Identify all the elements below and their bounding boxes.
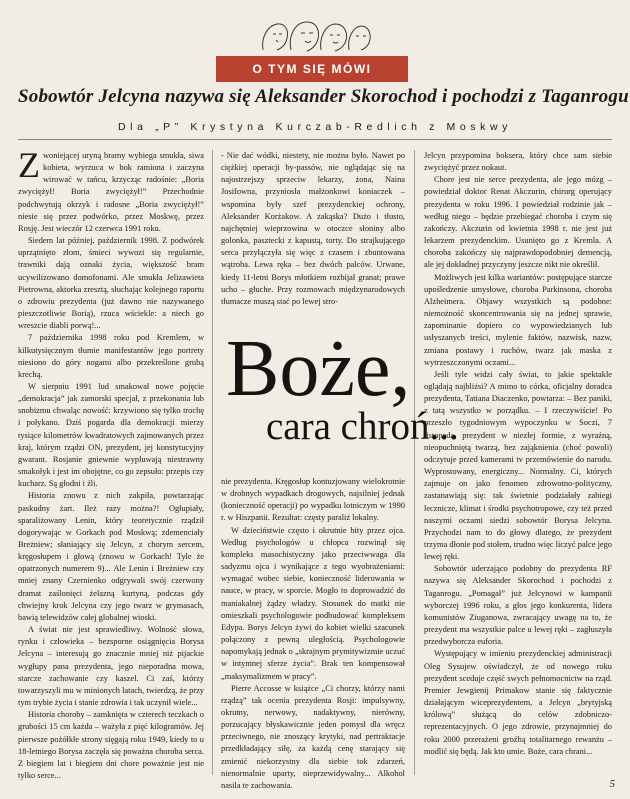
article-paragraph: - Nie dać wódki, niestety, nie można było. Nawet po ciężkiej operacji by-passów, nie oglądając się na najostrzejszy sprzeciw lekarzy, żona, Naina Josifowna, przyniosła małżonkowi koniaczek – wspomina były szef prezydenckiej ochrony, Aleksander Korżakow. A zakąska? Dużo i tłusto, najchętniej wieprzowina w otoczce słoniny albo golonka, pasztecki z kapustą, torty. Do strajkującego serca przyłączyła się więc z czasem i zbuntowana wątroba. Lewa ręka – bez dwóch palców. Urwane, kiedy 11-letni Borys młotkiem rozbijał granat; prawe ucho – głuche. Przy rozmowach międzynarodowych tłumacze muszą stać po lewej stro- bbox=[221, 151, 405, 306]
article-paragraph: Jelcyn przypomina boksera, który chce sam siebie zwyciężyć przez nokaut. bbox=[424, 151, 612, 173]
article-paragraph: Chore jest nie serce prezydenta, ale jego mózg – powiedział doktor Renat Akczurin, chirurg operujący prezydenta w roku 1996. I powiedział rodzinie jak – według niego – będzie przebiegać choroba i czym się zakończy. Akczurin od kwietnia 1998 r. nie jest już lekarzem prezydenckim. Usunięto go z Kremla. A choroba zakończy się najprawdopodobniej demencją, ale jej dokładnej przyczyny jeszcze nikt nie określił. bbox=[424, 175, 612, 270]
headline: Sobowtór Jelcyna nazywa się Aleksander Skorochod i pochodzi z Taganrogu bbox=[18, 86, 629, 107]
article-paragraph: W dzieciństwie często i okrutnie bity przez ojca. Według psychologów u chłopca rozwinął się kompleks masochistyczny jako przeciwwaga dla sadyzmu ojca i wynikające z tego wyobrażeniami: wymagać wobec siebie, konieczność liderowania w nauce, w pracy, w sporcie. Mogło to doprowadzić do maniakalnej żądzy władzy. Stosunek do matki nie omieszkali psychologowie podbudować kompleksem Edypa. Borys Jelcyn żywi do kobiet wielki szacunek połączony z pewną uległością. Psychologowie napomykają jednak o „skrajnym prymitywizmie uczuć w intymnej sferze życia”. Brak ten kompensował „maksymalizmem w pracy”. bbox=[221, 525, 405, 681]
column-divider bbox=[414, 150, 415, 775]
article-paragraph: Siedem lat później, październik 1998. Z podwórek uprzątnięto złom, śmieci wywozi się regularnie, trawniki dają oznaki życia, większość bram ucywilizowano domofonami. Ale smukła Jelizawieta Pietrowna, aktorka zresztą, słuchając kolejnego raportu o zdrowiu prezydenta (już dawno nie nazywanego pieszczotliwie Borią), rzuca wściekle: a niech go wreszcie diabli porwą!... bbox=[18, 236, 204, 331]
display-subtitle: cara chroń... bbox=[266, 405, 459, 448]
article-paragraph: Historia znowu z nich zakpiła, powtarzając paskudny żart. Ileż razy można?! Ogłupiały, sparaliżowany Lenin, który teoretycznie rządził dogorywając w Gorkach pod Moskwą; zdemenciały Breżniew; słaniający się Jelcyn, z chorym sercem, kręgosłupem i głową (znowu w Gorkach! Tyle że opatrzonych numerem 9)... Ale Lenin i Breżniew czy mniej znany Czernienko odgrywali swój czerwony dramat zaślonięci żelazną kurtyną, podczas gdy chwiejny krok Jelcyna czy jego twarz w grymasach, bawią telewidzów całej globalnej wioski. bbox=[18, 491, 204, 622]
article-paragraph: A świat nie jest sprawiedliwy. Wolność słowa, rynku i człowieka – bezsporne osiągnięcia Borysa Jelcyna – interesują go znacznie mniej niż pijackie wygłupy pana prezydenta, jego nieporadna mowa, starcze zachowanie czy kaszel. Ci zaś, którzy towarzyszyli mu w minionych latach, twierdzą, że przy tym trybie życia i stanie zdrowia i tak uczynił wiele... bbox=[18, 625, 204, 708]
article-column-3 bbox=[424, 150, 612, 778]
article-paragraph: W sierpniu 1991 lud smakował nowe pojęcie „demokracja” jak zamorski specjał, z przekonania lub snobizmu chwaląc nowość: krzywiono się tylko trochę i połykano. Dziś pogarda dla demokracji mierzy tysiące kilometrów kwadratowych zajmowanych przez kraj, którym rządzi ON, prezydent, jej konstytucyjny gwarant. Rosjanie gniewnie wypluwają niestrawny smakołyk i jest im obojętne, co go zepsuło: przepis czy kucharz. Są głodni i źli. bbox=[18, 381, 204, 489]
article-paragraph: Historia choroby – zamknięta w czterech teczkach o grubości 15 cm każda – ważyła z pięć kilogramów. Jej pierwsze pożółkłe strony sięgają roku 1949, kiedy to u 18-letniego Borysa zaczęła się poważna choroba serca. Z biegiem lat i biegiem dni chore poważnie jest nie tylko serce... bbox=[18, 710, 204, 780]
display-title: Boże, bbox=[226, 325, 411, 413]
article-column-2-bottom bbox=[221, 476, 405, 790]
header-divider bbox=[18, 139, 612, 140]
section-banner: O TYM SIĘ MÓWI bbox=[216, 56, 408, 82]
article-paragraph: Występujący w imieniu prezydenckiej administracji Oleg Sysujew oświadczył, że od nowego roku prezydent scedujе część swych pełnomocnictw na rząd. Premier Jewgienij Primakow stanie się faktycznie działającym wiceprezydentem, a Jelcyn „brytyjską królową” służącą do celów zdobniczo-reprezentacyjnych. O jego zdrowie, przynajmniej do roku 2000 przerażeni groźbą totalitarnego rewanżu – modlić się będą. Jak kto umie. Boże, cara chrani... bbox=[424, 649, 612, 756]
column-divider bbox=[212, 150, 213, 775]
article-paragraph: Zwoniejącej uryną bramy wybiega smukła, siwa kobieta, wyrzuca w bok ramiona i zaczyna wirować w tańcu, krzycząc radośnie: „Boria zwyciężył! Boria zwyciężył!” Przechodnie podchwytują okrzyk i radosne „Boria zwyciężył!” niesie się przez podwórko, przez Moskwę, przez Rosję. Jest wieczór 12 czerwca 1991 roku. bbox=[18, 145, 204, 233]
article-paragraph: Jeśli tyle widzi cały świat, to jakie spektakle oglądają najbliżsi? A mimo to córka, oficjalny doradca prezydenta, Tatiana Diaczenko, powtarza: – Bez paniki, z tatą wszystko w porządku. – I rzeczywiście! Po przeszło tygodniowym wypoczynku w Soczi, 7 listopada, prezydent w niezłej formie, z wyraźną, nieopuchniętą twarzą, bez zająknienia (choć powoli) odczytuje przed kamerami tv przemówienie do narodu. Wyprostowany, energiczny... Normalny. Ci, których zajmuje on jako fenomen zdrowotno-polityczny, zastanawiają się: tak świetnie podziałały zabiegi lecznicze, klimat i środki psychotropowe, czy też przed naszymi oczami siedzi sobowtór Borysa Jelcyna. Przychodzi nam to do głowy dlatego, że prezydent trzyma dłonie pod stołem, trudno więc liczyć palce jego lewej ręki. bbox=[424, 369, 612, 562]
article-paragraph: 7 października 1998 roku pod Kremlem, w kilkutysięcznym tłumie manifestantów jego portrety niesiono do góry nogami albo przekreślone grubą krechą. bbox=[18, 333, 204, 379]
article-paragraph: Możliwych jest kilka wariantów: postępujące starcze upośledzenie umysłowe, choroba Parkinsona, choroba Alzheimera. Objawy wszystkich są podobne: niemożność skoncentrowania się na jednej sprawie, zapominanie dopiero co wypowiedzianych lub usłyszanych treści, mylenie faktów, nazwisk, nazw, zmiana postawy i ruchów, twarz jak maska z wytrzeszczonymi oczami... bbox=[424, 272, 612, 367]
article-paragraph: Pierre Accosse w książce „Ci chorzy, którzy nami rządzą” tak ocenia prezydenta Rosji: impulsywny, okrutny, nerwowy, nadaktywny, nierówny, porzucający błyskawicznie jeden pomysł dla wręcz przeciwnego, nie znoszący krytyki, nad pertraktacje przedkładający siłę, za każdą cenę starający się zmienić niekorzystny dla siebie tok zdarzeń, nienormalnie uparty, nieprzewidywalny... Alkohol nasila te zachowania. bbox=[221, 683, 405, 790]
article-paragraph: Sobowtór uderzająco podobny do prezydenta RF nazywa się Aleksander Skorochod i pochodzi z Taganrogu. „Pomagał” już Jelcynowi w kampanii wyborczej 1996 roku, a głos jego konkurenta, lidera komunistów Ziuganowa, zwracający uwagę na to, że prezydent ma wszystkie palce u lewej ręki – zagłuszyła przedwyborcza euforia. bbox=[424, 564, 612, 647]
byline: Dla „P” Krystyna Kurczab-Redlich z Moskwy bbox=[118, 121, 512, 133]
page-number: 5 bbox=[609, 778, 615, 790]
drop-cap: Z bbox=[18, 145, 40, 185]
article-column-1 bbox=[18, 145, 204, 780]
article-paragraph: nie prezydenta. Kręgosłup kontuzjowany wielokrotnie w drobnych wypadkach drogowych, najsilniej jednak (konieczność operacji) po wypadku lotniczym w 1990 r. w Hiszpanii. Rezultat: częsty paraliż lokalny. bbox=[221, 477, 405, 523]
article-column-2-top bbox=[221, 150, 405, 320]
faces-sketch-illustration bbox=[255, 16, 375, 56]
